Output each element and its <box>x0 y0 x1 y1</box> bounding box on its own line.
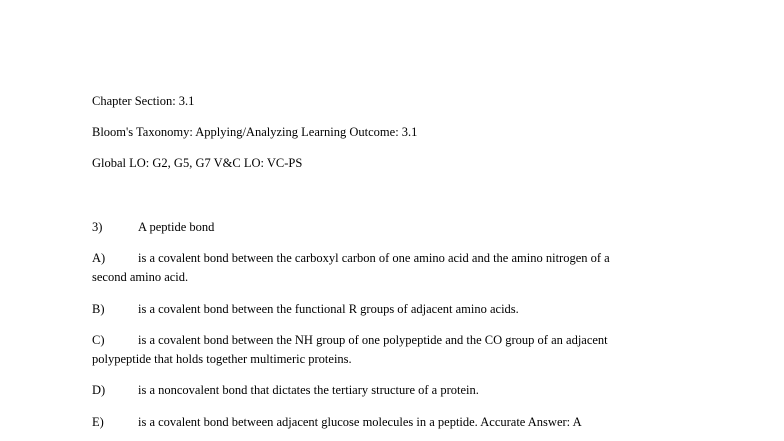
option-d-label: D) <box>92 383 106 397</box>
chapter-section: Chapter Section: 3.1 <box>92 94 195 108</box>
option-d-text: is a noncovalent bond that dictates the tertiary structure of a protein. <box>138 383 479 397</box>
option-a-text-line1: is a covalent bond between the carboxyl carbon of one amino acid and the amino nitrogen of a <box>138 251 610 265</box>
option-b-text: is a covalent bond between the functional R groups of adjacent amino acids. <box>138 302 519 316</box>
option-e-text: is a covalent bond between adjacent glucose molecules in a peptide. Accurate Answer: A <box>138 415 582 429</box>
blooms-taxonomy: Bloom's Taxonomy: Applying/Analyzing Learning Outcome: 3.1 <box>92 125 418 139</box>
option-a <box>92 251 610 266</box>
option-b-label: B) <box>92 302 105 316</box>
option-a-label: A) <box>92 251 106 265</box>
option-e <box>92 415 582 430</box>
option-d <box>92 383 479 398</box>
question-stem <box>92 220 214 235</box>
option-b <box>92 302 519 317</box>
global-lo: Global LO: G2, G5, G7 V&C LO: VC-PS <box>92 156 303 170</box>
option-c-text-line1: is a covalent bond between the NH group of one polypeptide and the CO group of an adjacent <box>138 333 608 347</box>
option-c <box>92 333 608 348</box>
question-number: 3) <box>92 220 103 234</box>
option-c-label: C) <box>92 333 105 347</box>
option-e-label: E) <box>92 415 104 429</box>
option-c-continuation: polypeptide that holds together multimeric proteins. <box>92 352 352 366</box>
option-a-continuation: second amino acid. <box>92 270 189 284</box>
question-text: A peptide bond <box>138 220 215 234</box>
